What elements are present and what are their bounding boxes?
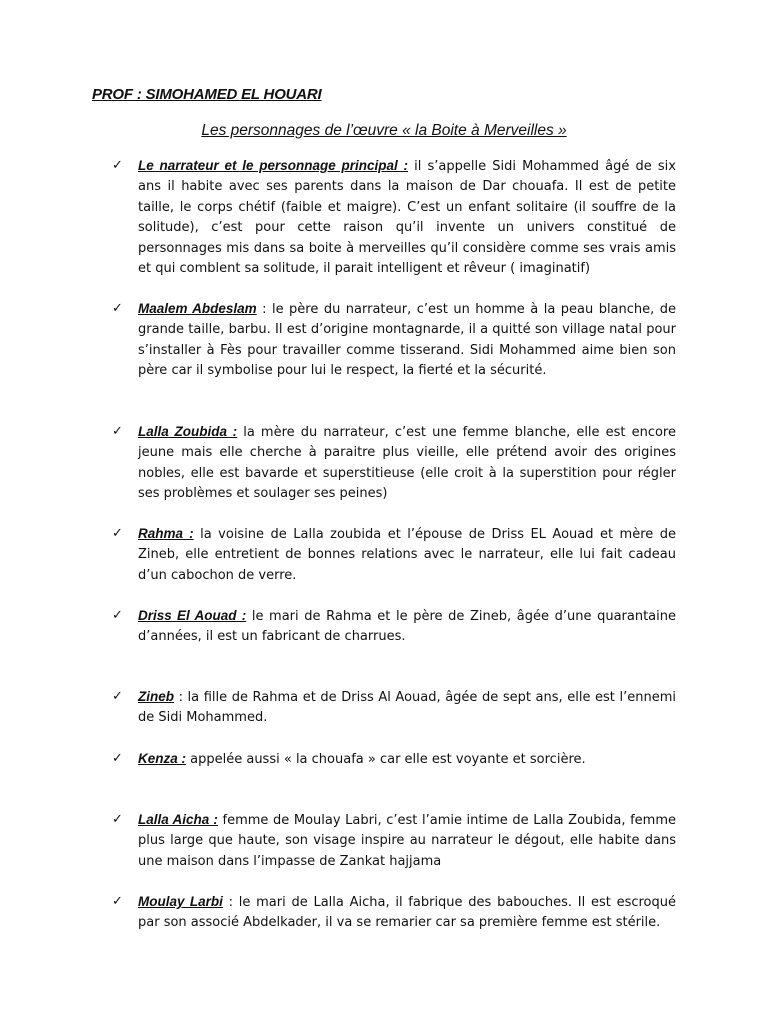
character-item-lalla-aicha xyxy=(112,810,676,872)
character-description xyxy=(138,749,676,770)
character-description xyxy=(138,156,676,279)
character-item-maalem-abdeslam xyxy=(112,299,676,382)
character-name: Driss El Aouad : xyxy=(138,608,247,623)
check-mark-icon: ✓ xyxy=(112,158,123,173)
character-name: Le narrateur et le personnage principal : xyxy=(138,158,409,173)
character-item-driss-el-aouad xyxy=(112,606,676,648)
check-mark-icon: ✓ xyxy=(112,301,123,316)
character-item-moulay-larbi xyxy=(112,892,676,934)
character-name: Lalla Aicha : xyxy=(138,812,218,827)
check-mark-icon: ✓ xyxy=(112,812,123,827)
character-description xyxy=(138,299,676,382)
character-text: femme de Moulay Labri, c’est l’amie intime de Lalla Zoubida, femme plus large que haute, son visage inspire au narrateur le dégout, elle habite dans une maison dans l’impasse de Zankat hajjama xyxy=(138,813,676,869)
character-description xyxy=(138,606,676,648)
check-mark-icon: ✓ xyxy=(112,751,123,766)
character-name: Kenza : xyxy=(138,751,187,766)
check-mark-icon: ✓ xyxy=(112,526,123,541)
character-text: la mère du narrateur, c’est une femme blanche, elle est encore jeune mais elle cherche à paraitre plus vieille, elle prétend avoir des origines nobles, elle est bavarde et superstitieuse (elle croit à la superstition pour régler ses problèmes et soulager ses peines) xyxy=(138,425,676,502)
check-mark-icon: ✓ xyxy=(112,894,123,909)
character-name: Maalem Abdeslam xyxy=(138,301,257,316)
character-name: Zineb xyxy=(138,689,174,704)
character-item-zineb xyxy=(112,687,676,729)
character-item-kenza xyxy=(112,749,676,770)
document-title: Les personnages de l’œuvre « la Boite à Merveilles » xyxy=(201,122,567,139)
check-mark-icon: ✓ xyxy=(112,608,123,623)
character-description xyxy=(138,892,676,934)
character-text: appelée aussi « la chouafa » car elle est voyante et sorcière. xyxy=(186,752,586,767)
character-description xyxy=(138,422,676,505)
character-item-rahma xyxy=(112,524,676,586)
character-name: Rahma : xyxy=(138,526,194,541)
character-text: : le mari de Lalla Aicha, il fabrique des babouches. Il est escroqué par son associé Abdelkader, il va se remarier car sa première femme est stérile. xyxy=(138,895,676,931)
character-text: : le père du narrateur, c’est un homme à la peau blanche, de grande taille, barbu. Il est d’origine montagnarde, il a quitté son village natal pour s’installer à Fès pour travailler comme tisserand. Sidi Mohammed aime bien son père car il symbolise pour lui le respect, la fierté et la sécurité. xyxy=(138,302,676,379)
character-item-lalla-zoubida xyxy=(112,422,676,505)
character-name: Moulay Larbi xyxy=(138,894,223,909)
author-heading: PROF : SIMOHAMED EL HOUARI xyxy=(92,86,322,103)
character-item-narrateur xyxy=(112,156,676,279)
character-text: la voisine de Lalla zoubida et l’épouse de Driss EL Aouad et mère de Zineb, elle entretient de bonnes relations avec le narrateur, elle lui fait cadeau d’un cabochon de verre. xyxy=(138,527,676,583)
check-mark-icon: ✓ xyxy=(112,424,123,439)
character-description xyxy=(138,687,676,729)
character-description xyxy=(138,810,676,872)
character-text: le mari de Rahma et le père de Zineb, âgée d’une quarantaine d’années, il est un fabricant de charrues. xyxy=(138,609,676,645)
character-name: Lalla Zoubida : xyxy=(138,424,238,439)
character-text: il s’appelle Sidi Mohammed âgé de six ans il habite avec ses parents dans la maison de Dar chouafa. Il est de petite taille, le corps chétif (faible et maigre). C’est un enfant solitaire (il souffre de la solitude), c’est pour cette raison qu’il invente un univers constitué de personnages mis dans sa boite à merveilles qu’il considère comme ses vrais amis et qui comblent sa solitude, il parait intelligent et rêveur ( imaginatif) xyxy=(138,159,676,277)
character-description xyxy=(138,524,676,586)
character-text: : la fille de Rahma et de Driss Al Aouad, âgée de sept ans, elle est l’ennemi de Sidi Mohammed. xyxy=(138,690,676,726)
check-mark-icon: ✓ xyxy=(112,689,123,704)
